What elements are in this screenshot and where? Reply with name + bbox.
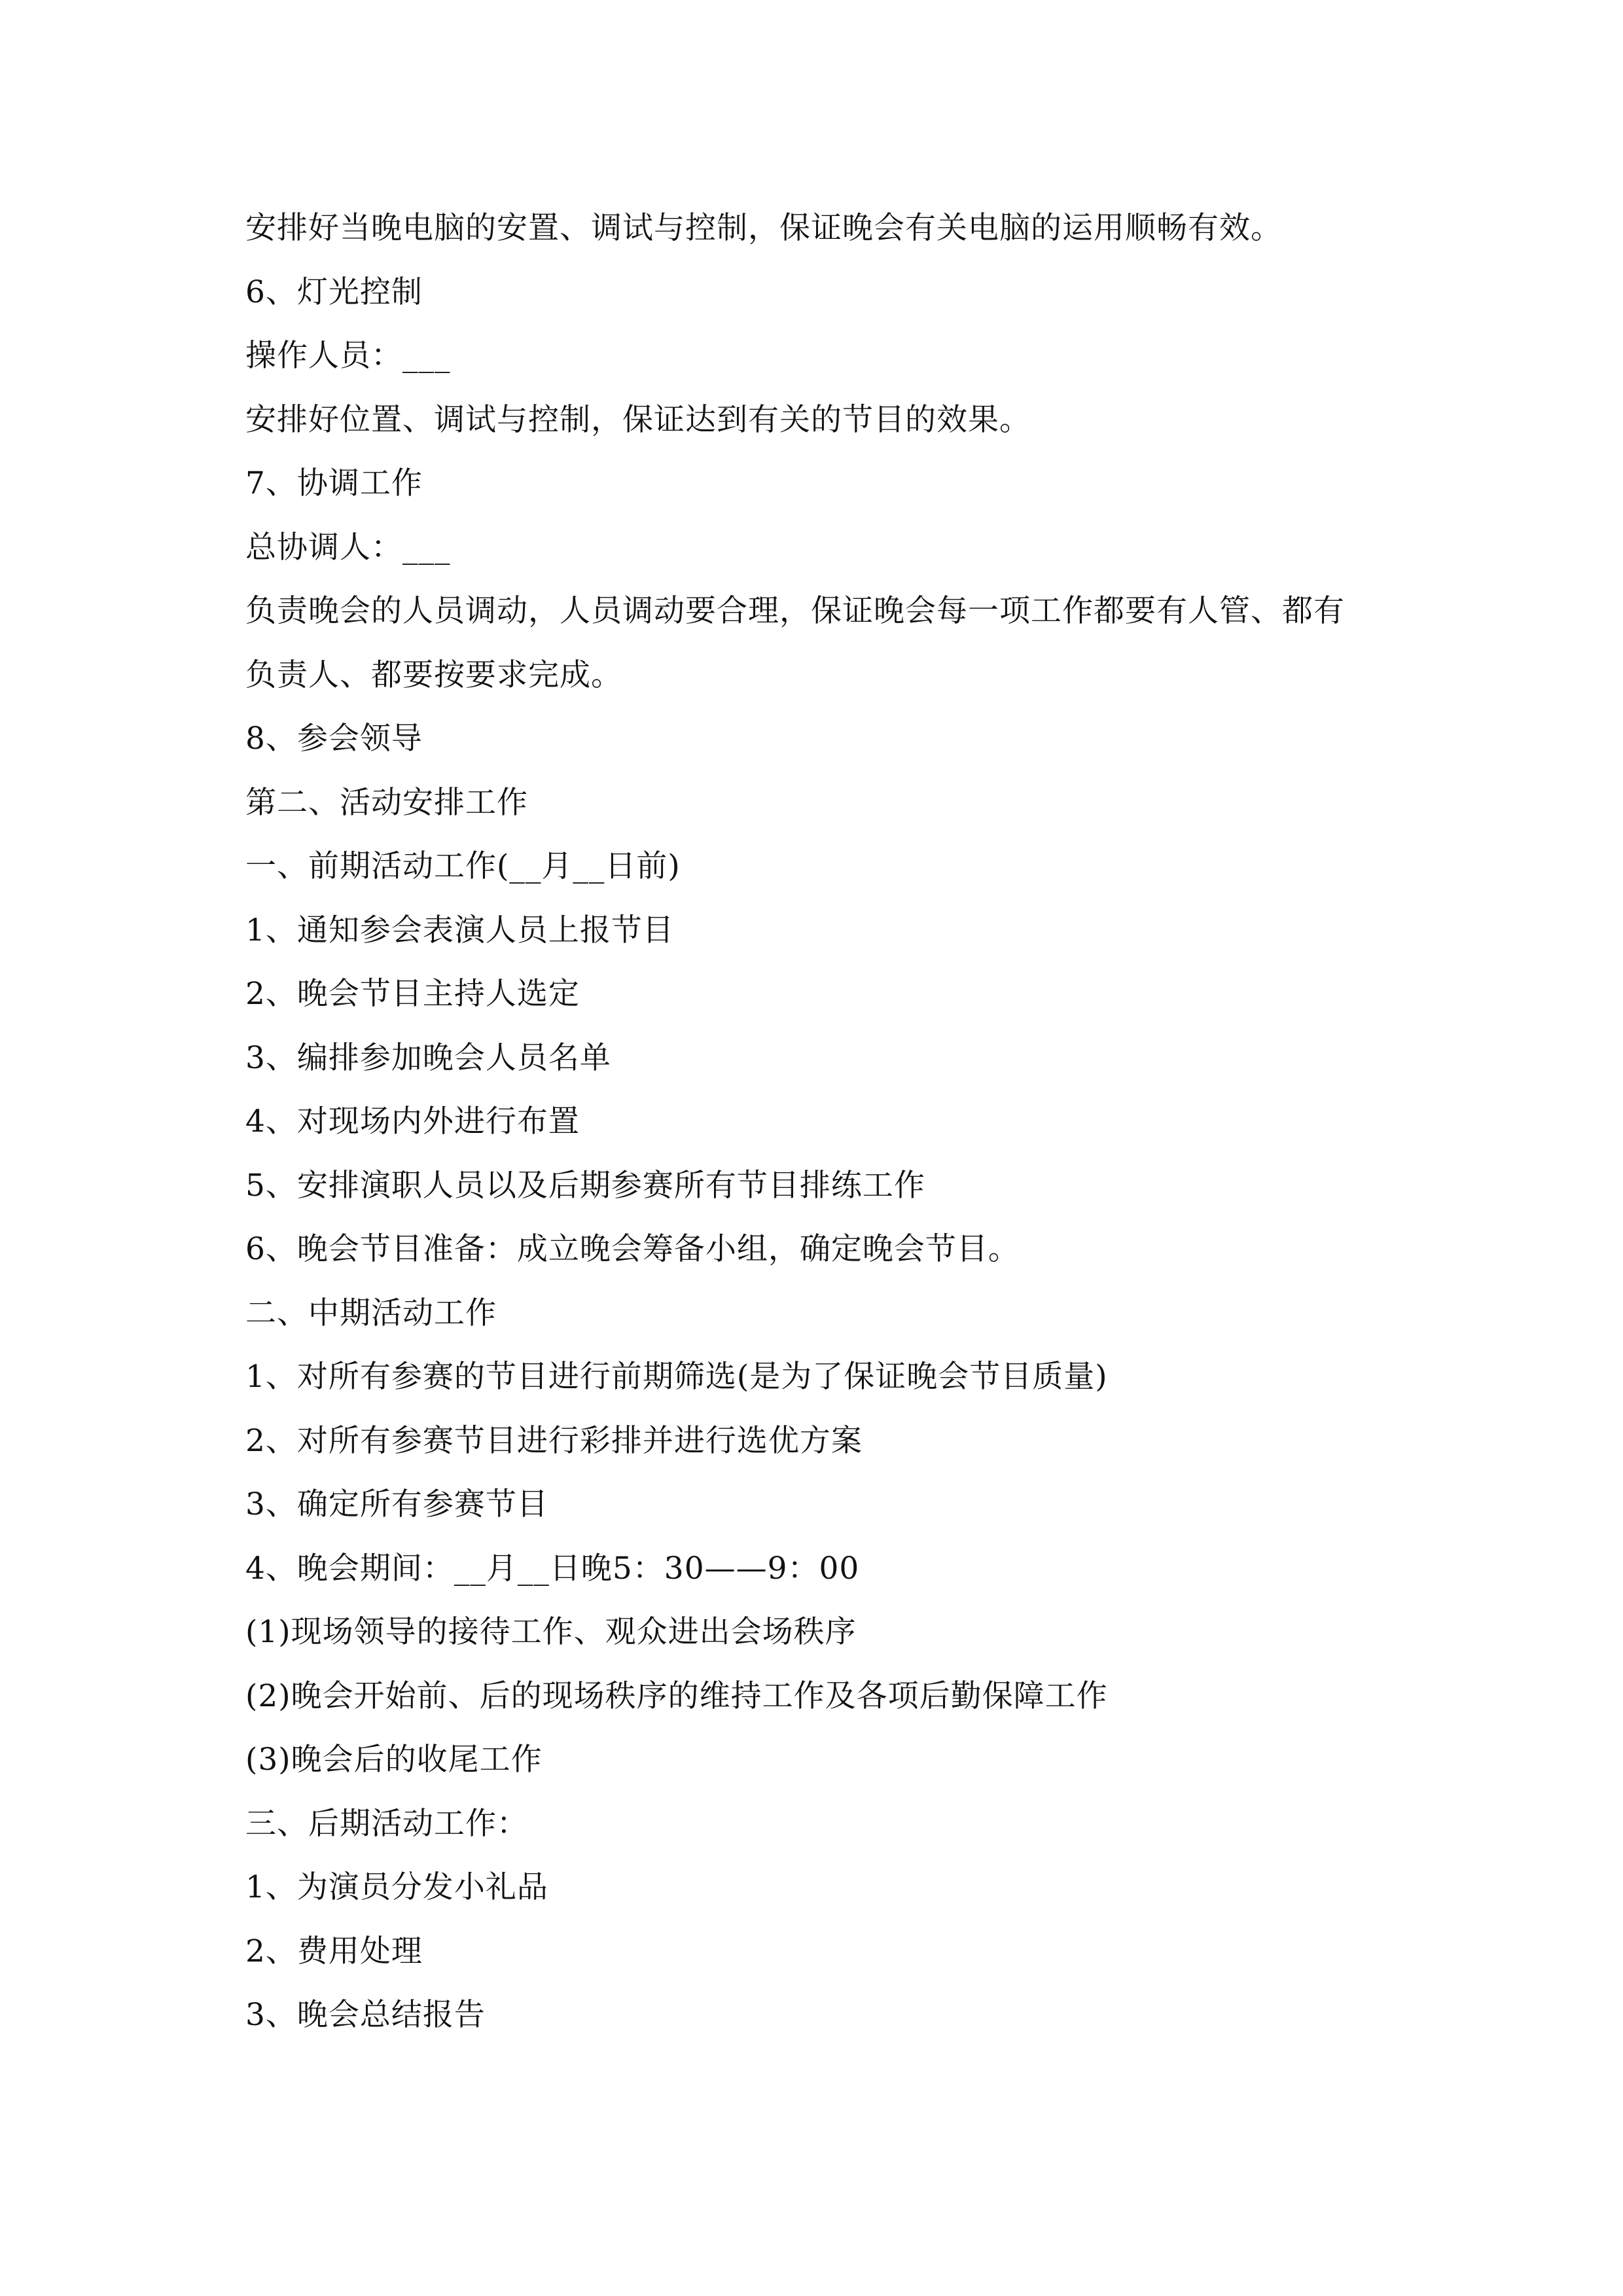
list-item: 2、晚会节目主持人选定 (245, 976, 580, 1012)
subheading-late-stage: 三、后期活动工作： (245, 1805, 528, 1842)
heading-lighting-control: 6、灯光控制 (245, 274, 423, 310)
document-body (245, 196, 1397, 2047)
list-item: 6、晚会节目准备：成立晚会筹备小组，确定晚会节目。 (245, 1231, 1020, 1267)
field-operator: 操作人员：___ (245, 338, 451, 374)
heading-coordination: 7、协调工作 (245, 465, 423, 501)
paragraph-coordination-1: 负责晚会的人员调动，人员调动要合理，保证晚会每一项工作都要有人管、都有 (245, 593, 1345, 629)
list-item: (3)晚会后的收尾工作 (245, 1742, 543, 1778)
paragraph-computer-setup: 安排好当晚电脑的安置、调试与控制，保证晚会有关电脑的运用顺畅有效。 (245, 210, 1282, 246)
list-item: 3、编排参加晚会人员名单 (245, 1039, 611, 1076)
heading-leaders: 8、参会领导 (245, 721, 423, 757)
list-item: 2、费用处理 (245, 1933, 423, 1969)
field-chief-coordinator: 总协调人：___ (245, 529, 451, 565)
subheading-early-stage: 一、前期活动工作(__月__日前) (245, 848, 681, 884)
list-item: 3、晚会总结报告 (245, 1997, 486, 2033)
section-heading-activity-arrangement: 第二、活动安排工作 (245, 784, 528, 821)
list-item: 2、对所有参赛节目进行彩排并进行选优方案 (245, 1422, 863, 1459)
list-item: (1)现场领导的接待工作、观众进出会场秩序 (245, 1614, 857, 1650)
paragraph-lighting-setup: 安排好位置、调试与控制，保证达到有关的节目的效果。 (245, 401, 1031, 438)
list-item: 5、安排演职人员以及后期参赛所有节目排练工作 (245, 1167, 925, 1204)
subheading-middle-stage: 二、中期活动工作 (245, 1295, 497, 1331)
list-item: 1、通知参会表演人员上报节目 (245, 912, 674, 948)
list-item: 4、对现场内外进行布置 (245, 1103, 580, 1139)
list-item: 4、晚会期间：__月__日晚5：30——9：00 (245, 1550, 860, 1587)
list-item: 1、为演员分发小礼品 (245, 1869, 548, 1905)
paragraph-coordination-2: 负责人、都要按要求完成。 (245, 656, 622, 693)
list-item: 3、确定所有参赛节目 (245, 1486, 548, 1522)
list-item: (2)晚会开始前、后的现场秩序的维持工作及各项后勤保障工作 (245, 1677, 1108, 1714)
list-item: 1、对所有参赛的节目进行前期筛选(是为了保证晚会节目质量) (245, 1359, 1108, 1395)
